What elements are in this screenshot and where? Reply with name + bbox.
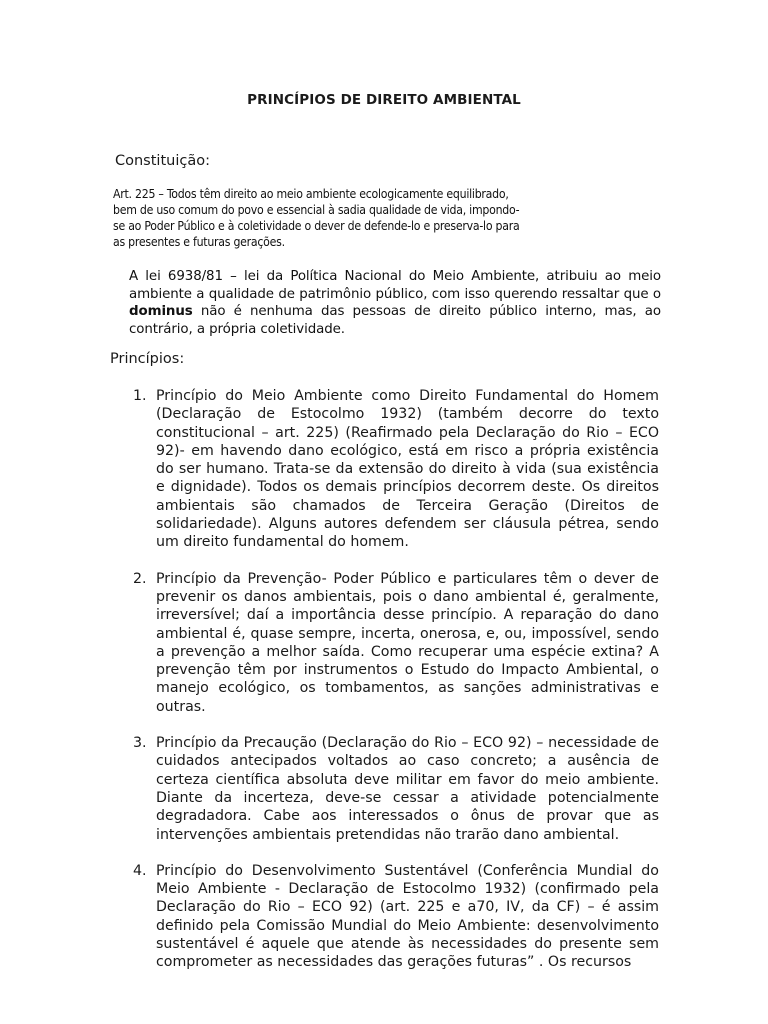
list-item bbox=[133, 570, 659, 716]
art-225-line: se ao Poder Público e à coletividade o dever de defende-lo e preserva-lo para bbox=[113, 219, 520, 233]
art-225-line: bem de uso comum do povo e essencial à sadia qualidade de vida, impondo- bbox=[113, 203, 520, 217]
list-item-text: Princípio da Prevenção- Poder Público e particulares têm o dever de prevenir os danos ambientais, pois o dano ambiental é, geralmente, irreversível; daí a importância desse princípio. A reparação do dano ambiental é, quase sempre, incerta, onerosa, e, ou, impossível, sendo a prevenção a melhor saída. Como recuperar uma espécie extina? A prevenção têm por instrumentos o Estudo do Impacto Ambiental, o manejo ecológico, os tombamentos, as sanções administrativas e outras. bbox=[156, 570, 659, 715]
lei-text-part2: não é nenhuma das pessoas de direito público interno, mas, ao contrário, a própria coletividade. bbox=[129, 304, 661, 337]
art-225-line: as presentes e futuras gerações. bbox=[113, 235, 285, 249]
art-225-line: Art. 225 – Todos têm direito ao meio ambiente ecologicamente equilibrado, bbox=[113, 187, 509, 201]
art-225-quote bbox=[113, 186, 653, 250]
principles-list bbox=[133, 387, 659, 990]
lei-6938-paragraph bbox=[129, 268, 661, 338]
principios-label: Princípios: bbox=[110, 351, 185, 367]
list-item-number: 4. bbox=[133, 862, 147, 879]
constituicao-label: Constituição: bbox=[115, 153, 210, 169]
list-item bbox=[133, 387, 659, 552]
list-item bbox=[133, 734, 659, 844]
list-item-number: 1. bbox=[133, 388, 147, 404]
document-title: PRINCÍPIOS DE DIREITO AMBIENTAL bbox=[247, 92, 521, 108]
list-item-text: Princípio do Desenvolvimento Sustentável (Conferência Mundial do Meio Ambiente - Declaração de Estocolmo 1932) (confirmado pela Declaração do Rio – ECO 92) (art. 225 e a70, IV, da CF) – é assim definido pela Comissão Mundial do Meio Ambiente: desenvolvimento sustentável é aquele que atende às necessidades do presente sem comprometer as necessidades das gerações futuras” . Os recursos bbox=[156, 862, 659, 971]
list-item-text: Princípio do Meio Ambiente como Direito Fundamental do Homem (Declaração de Estocolmo 1932) (também decorre do texto constitucional – art. 225) (Reafirmado pela Declaração do Rio – ECO 92)- em havendo dano ecológico, está em risco a própria existência do ser humano. Trata-se da extensão do direito à vida (sua existência e dignidade). Todos os demais princípios decorrem deste. Os direitos ambientais são chamados de Terceira Geração (Direitos de solidariedade). Alguns autores defendem ser cláusula pétrea, sendo um direito fundamental do homem. bbox=[156, 388, 659, 551]
lei-text-bold: dominus bbox=[129, 304, 193, 319]
list-item-number: 3. bbox=[133, 735, 147, 752]
lei-text-part1: A lei 6938/81 – lei da Política Nacional do Meio Ambiente, atribuiu ao meio ambiente a qualidade de patrimônio público, com isso querendo ressaltar que o bbox=[129, 269, 661, 302]
list-item-number: 2. bbox=[133, 570, 147, 587]
list-item-text: Princípio da Precaução (Declaração do Rio – ECO 92) – necessidade de cuidados antecipados voltados ao caso concreto; a ausência de certeza científica absoluta deve militar em favor do meio ambiente. Diante da incerteza, deve-se cessar a atividade potencialmente degradadora. Cabe aos interessados o ônus de provar que as intervenções ambientais pretendidas não trarão dano ambiental. bbox=[156, 735, 659, 843]
list-item bbox=[133, 862, 659, 972]
